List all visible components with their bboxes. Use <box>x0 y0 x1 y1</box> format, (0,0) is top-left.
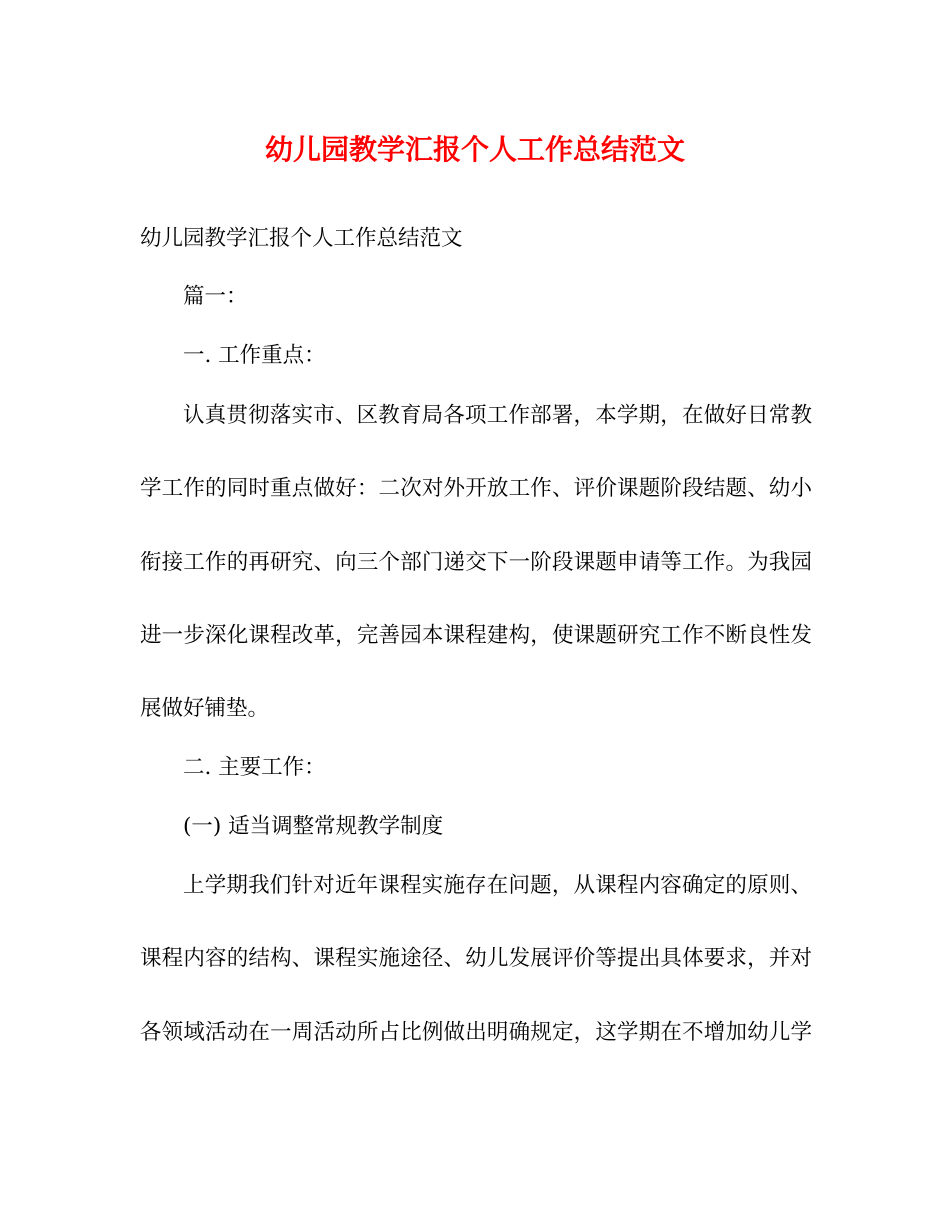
subheading-adjust-teaching-system: (一) 适当调整常规教学制度 <box>183 814 444 839</box>
paragraph-line: 学工作的同时重点做好：二次对外开放工作、评价课题阶段结题、幼小 <box>140 476 812 501</box>
paragraph-line: 展做好铺垫。 <box>140 696 270 721</box>
paragraph-line: 课程内容的结构、课程实施途径、幼儿发展评价等提出具体要求，并对 <box>140 946 812 971</box>
heading-main-work: 二. 主要工作： <box>183 755 326 780</box>
paragraph-line: 衔接工作的再研究、向三个部门递交下一阶段课题申请等工作。为我园 <box>140 550 812 575</box>
section-label-chapter-one: 篇一： <box>183 284 248 309</box>
document-title: 幼儿园教学汇报个人工作总结范文 <box>264 133 685 166</box>
subtitle-line: 幼儿园教学汇报个人工作总结范文 <box>140 226 463 251</box>
paragraph-line: 各领域活动在一周活动所占比例做出明确规定，这学期在不增加幼儿学 <box>140 1020 812 1045</box>
paragraph-line: 进一步深化课程改革，完善园本课程建构，使课题研究工作不断良性发 <box>140 623 812 648</box>
heading-work-focus: 一. 工作重点： <box>183 343 326 368</box>
paragraph-line: 上学期我们针对近年课程实施存在问题，从课程内容确定的原则、 <box>183 873 812 898</box>
paragraph-line: 认真贯彻落实市、区教育局各项工作部署，本学期，在做好日常教 <box>183 403 812 428</box>
